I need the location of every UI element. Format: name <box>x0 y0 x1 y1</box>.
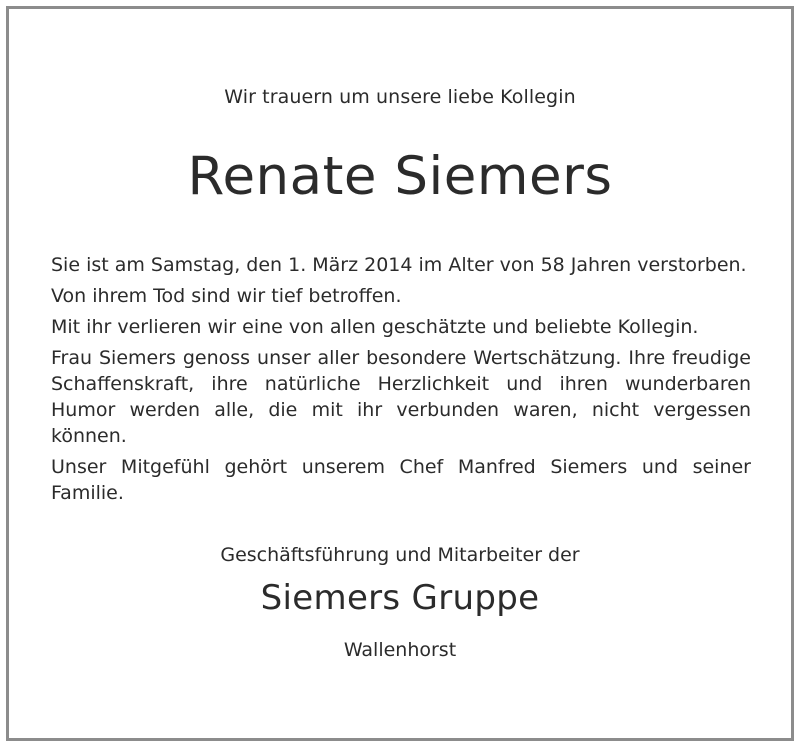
paragraph-condolence: Unser Mitgefühl gehört unserem Chef Manfred Siemers und seiner Familie. <box>51 456 751 504</box>
signature-line: Geschäftsführung und Mitarbeiter der <box>220 544 580 566</box>
company-name: Siemers Gruppe <box>260 578 540 618</box>
paragraph-death-date: Sie ist am Samstag, den 1. März 2014 im Alter von 58 Jahren verstorben. <box>51 254 747 276</box>
deceased-name: Renate Siemers <box>187 146 613 207</box>
paragraph-colleague: Mit ihr verlieren wir eine von allen geschätzte und beliebte Kollegin. <box>51 316 699 338</box>
intro-line: Wir trauern um unsere liebe Kollegin <box>224 86 576 108</box>
company-city: Wallenhorst <box>343 639 457 661</box>
paragraph-grief: Von ihrem Tod sind wir tief betroffen. <box>51 285 402 307</box>
paragraph-appreciation: Frau Siemers genoss unser aller besondere Wertschätzung. Ihre freudige Schaffenskraft, ihre natürliche Herzlichkeit und ihren wunderbaren Humor werden alle, die mit ihr verbunden waren, nicht vergessen können. <box>51 347 751 447</box>
notice-body <box>51 252 751 511</box>
